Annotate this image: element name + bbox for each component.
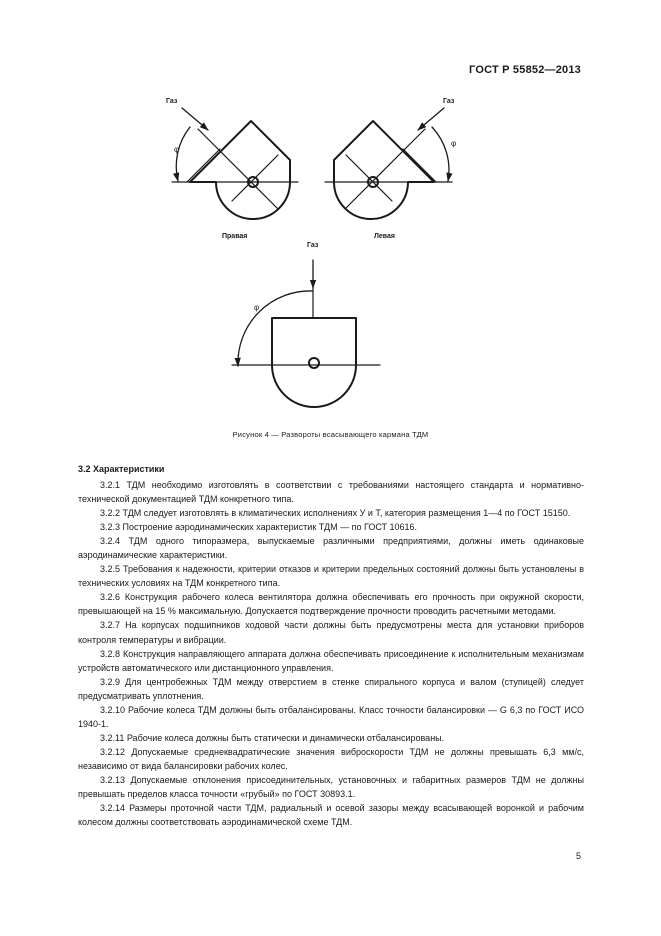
phi-label-left: φ xyxy=(451,139,457,148)
paragraph-3-2-8: 3.2.8 Конструкция направляющего аппарата должна обеспечивать присоединение к исполнительным механизмам устройств автоматического или дистанционного управления. xyxy=(78,648,584,673)
gas-label-left: Газ xyxy=(443,98,455,105)
paragraph-3-2-6: 3.2.6 Конструкция рабочего колеса вентилятора должна обеспечивать его прочность при окружной скорости, превышающей на 15 % максимальную. Допускается подтверждение прочности проводить расчетными методами. xyxy=(78,592,584,617)
paragraph-3-2-1: 3.2.1 ТДМ необходимо изготовлять в соответствии с требованиями настоящего стандарта и нормативно-технической документацией ТДМ конкретного типа. xyxy=(78,480,584,505)
section-title: 3.2 Характеристики xyxy=(78,464,165,474)
label-right-turn: Правая xyxy=(222,233,248,240)
figure-caption: Рисунок 4 — Развороты всасывающего кармана ТДМ xyxy=(232,430,429,439)
phi-label-right: φ xyxy=(174,145,180,154)
paragraph-3-2-4: 3.2.4 ТДМ одного типоразмера, выпускаемые различными предприятиями, должны иметь одинаковые аэродинамические характеристики. xyxy=(78,536,584,561)
gas-inflow-arrow xyxy=(182,108,208,130)
axis-diagonal xyxy=(345,129,425,209)
paragraph-3-2-7: 3.2.7 На корпусах подшипников ходовой части должны быть предусмотрены места для установки приборов контроля температуры и вибрации. xyxy=(78,620,584,645)
gas-label-upright: Газ xyxy=(307,242,319,249)
figure-suction-pocket-turns xyxy=(0,0,661,440)
reference-line xyxy=(187,149,220,182)
diagram-left-turn xyxy=(325,108,452,219)
figure-drawing xyxy=(0,0,661,440)
casing-outline xyxy=(272,318,356,407)
paragraph-3-2-2: 3.2.2 ТДМ следует изготовлять в климатических исполнениях У и Т, категория размещения 1—4 по ГОСТ 15150. xyxy=(100,508,571,519)
reference-line xyxy=(403,149,436,182)
angle-arc xyxy=(238,291,313,366)
gas-inflow-arrow xyxy=(418,108,444,130)
phi-label-upright: φ xyxy=(254,303,260,312)
paragraph-3-2-10: 3.2.10 Рабочие колеса ТДМ должны быть отбалансированы. Класс точности балансировки — G 6,3 по ГОСТ ИСО 1940-1. xyxy=(78,704,584,729)
paragraph-3-2-13: 3.2.13 Допускаемые отклонения присоединительных, установочных и габаритных размеров ТДМ не должны превышать пределов класса точности «грубый» по ГОСТ 30893.1. xyxy=(78,774,584,800)
paragraph-3-2-5: 3.2.5 Требования к надежности, критерии отказов и критерии предельных состояний должны быть установлены в технических условиях на ТДМ конкретного типа. xyxy=(78,564,584,589)
gas-label-right: Газ xyxy=(166,98,178,105)
diagram-upright xyxy=(232,260,380,407)
paragraph-3-2-3: 3.2.3 Построение аэродинамических характеристик ТДМ — по ГОСТ 10616. xyxy=(100,522,418,533)
shaft-circle xyxy=(309,358,319,368)
paragraph-3-2-14: 3.2.14 Размеры проточной части ТДМ, радиальный и осевой зазоры между всасывающей воронкой и рабочим колесом должны соответствовать аэродинамической схеме ТДМ. xyxy=(78,803,584,828)
section-body xyxy=(78,478,584,829)
paragraph-3-2-9: 3.2.9 Для центробежных ТДМ между отверстием в стенке спирального корпуса и валом (ступицей) следует предусматривать уплотнения. xyxy=(78,676,584,701)
page-number: 5 xyxy=(575,851,581,861)
angle-arc xyxy=(176,127,190,181)
paragraph-3-2-11: 3.2.11 Рабочие колеса должны быть статически и динамически отбалансированы. xyxy=(100,732,445,743)
axis-diagonal xyxy=(198,129,278,209)
paragraph-3-2-12: 3.2.12 Допускаемые среднеквадратические значения виброскорости ТДМ не должны превышать 6,3 мм/с, независимо от вида балансировки рабочих колес. xyxy=(78,746,584,771)
diagram-right-turn xyxy=(172,108,298,219)
label-left-turn: Левая xyxy=(374,233,395,240)
angle-arc xyxy=(432,127,449,181)
document-standard-header: ГОСТ Р 55852—2013 xyxy=(469,64,581,76)
